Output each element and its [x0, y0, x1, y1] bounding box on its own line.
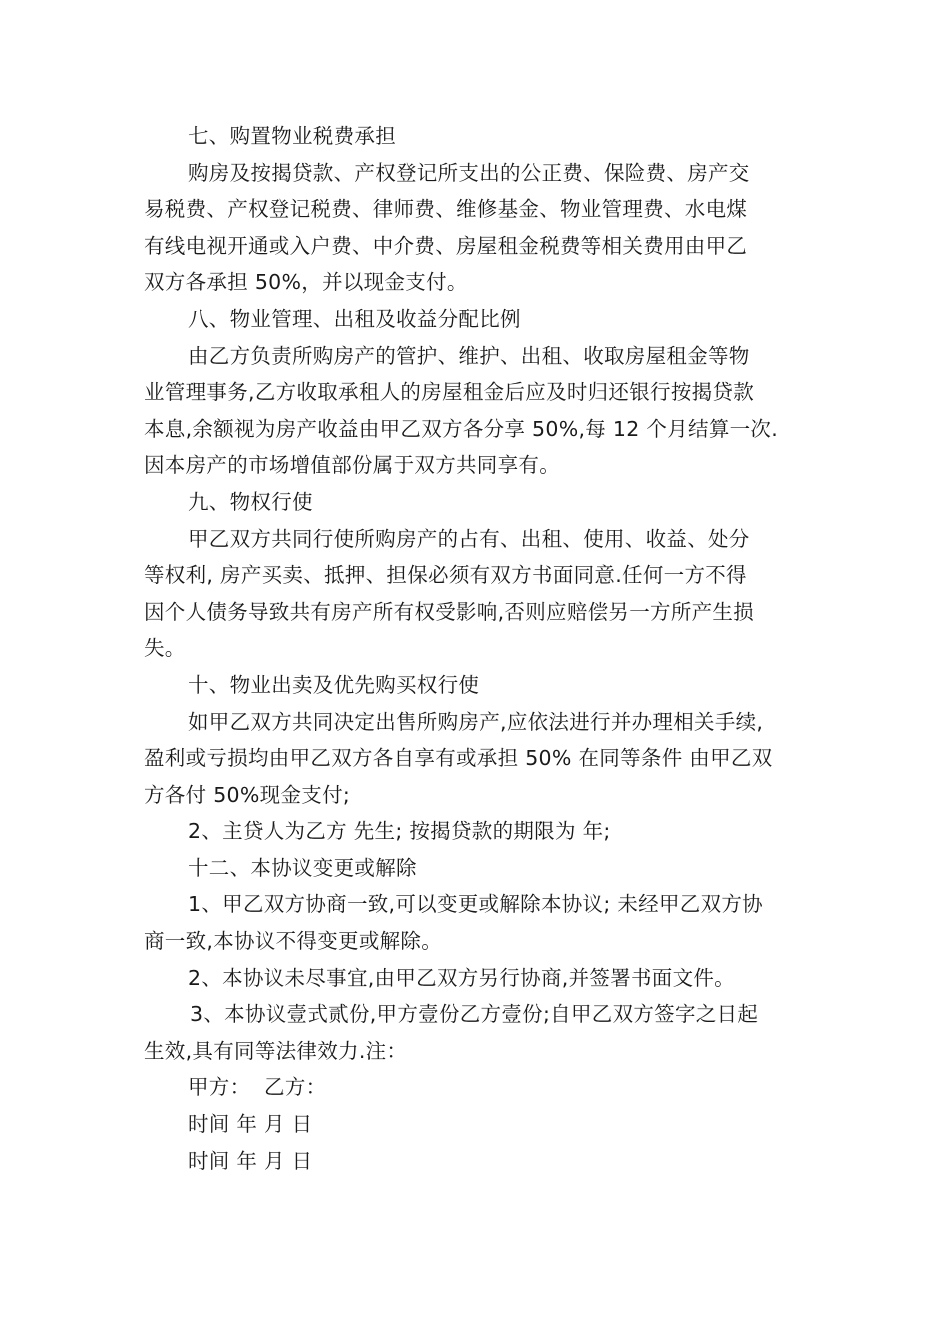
- paragraph-line: 双方各承担 50%，并以现金支付。: [144, 270, 468, 295]
- paragraph-line: 如甲乙双方共同决定出售所购房产,应依法进行并办理相关手续,: [188, 709, 764, 734]
- paragraph-line: 甲乙双方共同行使所购房产的占有、出租、使用、收益、处分: [188, 526, 750, 551]
- paragraph-line: 生效,具有同等法律效力.注：: [144, 1038, 408, 1063]
- signature-date: 时间 年 月 日: [188, 1112, 313, 1137]
- paragraph-line: 2、主贷人为乙方 先生; 按揭贷款的期限为 年;: [188, 819, 611, 844]
- paragraph-line: 等权利, 房产买卖、抵押、担保必须有双方书面同意.任何一方不得: [144, 563, 747, 588]
- paragraph-line: 购房及按揭贷款、产权登记所支出的公正费、保险费、房产交: [188, 160, 750, 185]
- paragraph-line: 1、甲乙双方协商一致,可以变更或解除本协议; 未经甲乙双方协: [188, 892, 763, 917]
- section-heading-8: 八、物业管理、出租及收益分配比例: [188, 306, 521, 331]
- paragraph-line: 有线电视开通或入户费、中介费、房屋租金税费等相关费用由甲乙: [144, 233, 748, 258]
- section-heading-10: 十、物业出卖及优先购买权行使: [188, 672, 480, 697]
- paragraph-line: 商一致,本协议不得变更或解除。: [144, 929, 443, 954]
- section-heading-7: 七、购置物业税费承担: [188, 124, 396, 148]
- section-heading-9: 九、物权行使: [188, 489, 313, 514]
- signature-date: 时间 年 月 日: [188, 1148, 313, 1173]
- paragraph-line: 业管理事务,乙方收取承租人的房屋租金后应及时归还银行按揭贷款: [144, 380, 755, 405]
- paragraph-line: 本息,余额视为房产收益由甲乙双方各分享 50%,每 12 个月结算一次.: [144, 416, 779, 441]
- paragraph-line: 盈利或亏损均由甲乙双方各自享有或承担 50% 在同等条件 由甲乙双: [144, 746, 773, 771]
- paragraph-line: 因个人债务导致共有房产所有权受影响,否则应赔偿另一方所产生损: [144, 599, 755, 624]
- paragraph-line: 3、本协议壹式贰份,甲方壹份乙方壹份;自甲乙双方签字之日起: [190, 1002, 759, 1027]
- paragraph-line: 2、本协议未尽事宜,由甲乙双方另行协商,并签署书面文件。: [188, 965, 735, 990]
- paragraph-line: 失。: [144, 636, 186, 661]
- signature-parties: 甲方： 乙方：: [188, 1075, 327, 1100]
- paragraph-line: 方各付 50%现金支付;: [144, 782, 351, 807]
- paragraph-line: 由乙方负责所购房产的管护、维护、出租、收取房屋租金等物: [188, 343, 750, 368]
- paragraph-line: 易税费、产权登记税费、律师费、维修基金、物业管理费、水电煤: [144, 197, 748, 222]
- section-heading-12: 十二、本协议变更或解除: [188, 855, 417, 880]
- paragraph-line: 因本房产的市场增值部份属于双方共同享有。: [144, 453, 560, 478]
- document-body: [144, 118, 810, 1179]
